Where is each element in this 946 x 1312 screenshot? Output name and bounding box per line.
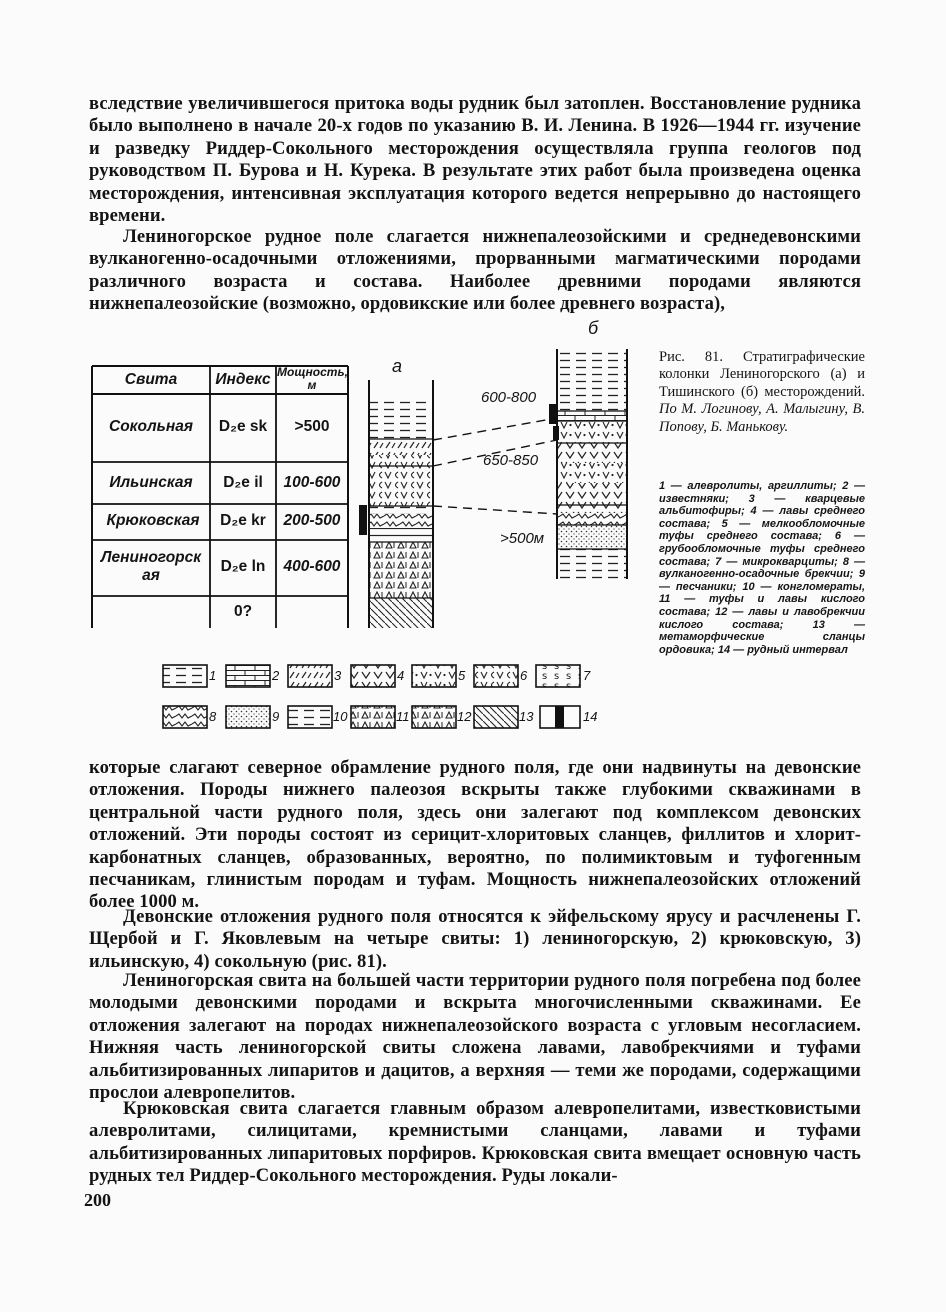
paragraph-4: Девонские отложения рудного поля относятся к эйфельскому ярусу и расчленены Г. Щербой и Г. Яковлевым на четыре свиты: 1) лениногорскую, 2) крюковскую, 3) ильинскую, 4) сокольную (рис. 81). (89, 906, 861, 972)
column-a-label: а (392, 356, 403, 376)
table-header-suite: Свита (124, 371, 178, 388)
column-b-lithology (549, 349, 627, 579)
caption-authors: По М. Логинову, А. Малыгину, В. Попову, Б. Манькову. (659, 401, 865, 435)
legend-num-10: 10 (333, 709, 348, 724)
legend-num-6: 6 (520, 668, 528, 683)
table-row-1-name: Сокольная (109, 418, 193, 435)
page-number: 200 (84, 1190, 111, 1210)
legend-num-14: 14 (583, 709, 598, 724)
paragraph-6: Крюковская свита слагается главным образом алевропелитами, известковистыми алевролитами, силицитами, кремнистыми сланцами, лавами и туфами альбитизированных липаритовых порфиров. Крюковская свита вмещает основную часть рудных тел Риддер-Сокольного месторождения. Руды локали- (89, 1098, 861, 1187)
legend-num-5: 5 (458, 668, 466, 683)
table-row-1-index: D₂e sk (218, 418, 268, 435)
correlation-lines (433, 418, 557, 514)
paragraph-5: Лениногорская свита на большей части территории рудного поля погребена под более молодыми девонскими породами и вскрыта многочисленными скважинами. Ее отложения залегают на породах нижнепалеозойского возраста с угловым несогласием. Нижняя часть лениногорской свиты сложена лавами, лавобрекчиями и туфами альбитизированных липаритов и дацитов, а верхняя — теми же породами, содержащими прослои алевропелитов. (89, 970, 861, 1104)
paragraph-2: Лениногорское рудное поле слагается нижнепалеозойскими и среднедевонскими вулканогенно-осадочными отложениями, прорванными магматическими породами различного возраста и состава. Наиболее древними породами являются нижнепалеозойские (возможно, ордовикские или более древнего возраста), (89, 226, 861, 315)
paragraph-1: вследствие увеличившегося притока воды рудник был затоплен. Восстановление рудника было выполнено в начале 20-х годов по указанию В. И. Ленина. В 1926—1944 гг. изучение и разведку Риддер-Сокольного месторождения осуществляла группа геологов под руководством П. Бурова и Н. Курека. В результате этих работ была произведена оценка месторождения, интенсивная эксплуатация которого ведется непрерывно до настоящего времени. (89, 93, 861, 227)
legend-num-13: 13 (519, 709, 534, 724)
legend-num-11: 11 (396, 709, 410, 724)
table-row-3-thickness: 200-500 (283, 512, 341, 529)
table-row-3-index: D₂e kr (220, 512, 266, 529)
caption-body: Стратиграфические колонки Лениногорского (а) и Тишинского (б) месторождений. (659, 349, 865, 400)
stratigraphy-table-grid (92, 366, 348, 628)
table-row-3-name: Крюковская (106, 512, 200, 529)
legend-num-3: 3 (334, 668, 342, 683)
legend-num-12: 12 (457, 709, 472, 724)
column-a-lithology (359, 380, 433, 628)
table-row-4-name: Лениногорская (100, 549, 202, 584)
legend-num-9: 9 (272, 709, 280, 724)
caption-title: Рис. 81. (659, 349, 724, 365)
legend-num-1: 1 (209, 668, 217, 683)
table-row-5-index: 0? (233, 603, 253, 620)
legend-boxes (163, 665, 580, 728)
legend-num-8: 8 (209, 709, 217, 724)
table-header-thickness: Мощность, м (277, 365, 348, 392)
legend-num-2: 2 (272, 668, 280, 683)
figure-caption (659, 349, 865, 436)
legend-num-4: 4 (397, 668, 405, 683)
table-row-4-index: D₂e ln (220, 558, 266, 575)
figure-legend-text: 1 — алевролиты, аргиллиты; 2 — известняки; 3 — кварцевые альбитофиры; 4 — лавы среднего состава; 5 — мелкообломочные туфы среднего состава; 6 — грубообломочные туфы среднего состава; 7 — микрокварциты; 8 — вулканогенно-осадочные брекчии; 9 — песчаники; 10 — конгломераты, 11 — туфы и лавы кислого состава; 12 — лавы и лавобрекчии кислого состава; 13 — метаморфические сланцы ордовика; 14 — рудный интервал (659, 480, 865, 656)
column-b-label: б (588, 318, 599, 338)
legend-num-7: 7 (583, 668, 591, 683)
table-row-1-thickness: >500 (294, 418, 330, 435)
b-thickness-3: >500м (500, 530, 545, 547)
paragraph-3: которые слагают северное обрамление рудного поля, где они надвинуты на девонские отложения. Породы нижнего палеозоя вскрыты также глубокими скважинами в центральной части рудного поля, здесь они залегают под комплексом девонских отложений. Эти породы состоят из серицит-хлоритовых сланцев, филлитов и хлорит-карбонатных сланцев, образованных, вероятно, по полимиктовым и туфогенным песчаникам, глинистым породам и туфам. Мощность нижнепалеозойских отложений более 1000 м. (89, 757, 861, 913)
table-row-2-index: D₂e il (223, 474, 263, 491)
b-thickness-1: 600-800 (481, 389, 537, 406)
table-row-2-name: Ильинская (109, 474, 193, 491)
table-row-4-thickness: 400-600 (283, 558, 341, 575)
table-row-2-thickness: 100-600 (283, 474, 341, 491)
b-thickness-2: 650-850 (483, 452, 539, 469)
table-header-index: Индекс (215, 371, 271, 388)
